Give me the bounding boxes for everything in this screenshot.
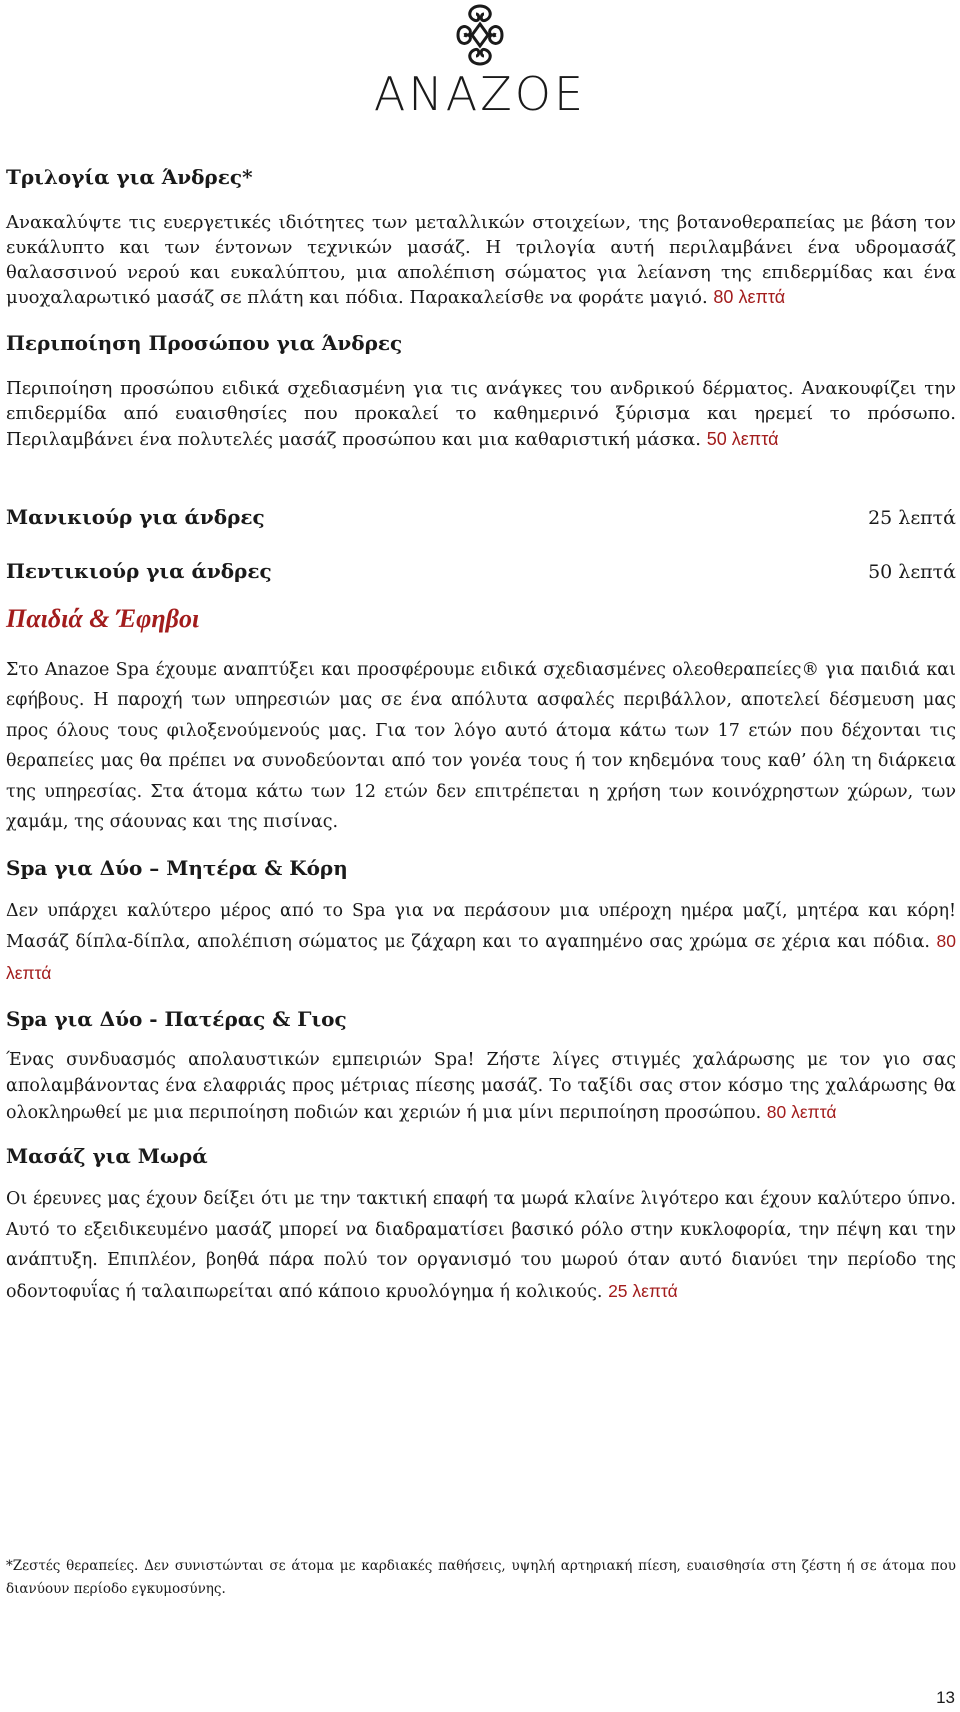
service-row bbox=[6, 557, 956, 585]
page-content bbox=[6, 163, 956, 1307]
service-title: Πεντικιούρ για άνδρες bbox=[6, 558, 272, 583]
brand-logo bbox=[0, 0, 960, 120]
treatment-duration: 80 λεπτά bbox=[713, 287, 786, 308]
treatment-title: Μασάζ για Μωρά bbox=[6, 1144, 208, 1169]
treatment-duration: 25 λεπτά bbox=[608, 1280, 678, 1301]
treatment-description: Ένας συνδυασμός απολαυστικών εμπειριών Spa! Ζήστε λίγες στιγμές χαλάρωσης με τον γιο σας απολαμβάνοντας ένα ελαφριάς προς μέτριας πίεσης μασάζ. Το ταξίδι σας στον κόσμο της χαλάρωσης θα ολοκληρωθεί με μια περιποίηση ποδιών και χεριών ή μια μίνι περιποίηση προσώπου. 80 λεπτά bbox=[6, 1050, 956, 1124]
page-number: 13 bbox=[936, 1688, 955, 1707]
treatment-description: Ανακαλύψτε τις ευεργετικές ιδιότητες των μεταλλικών στοιχείων, της βοτανοθεραπείας με βάση τον ευκάλυπτο και των έντονων τεχνικών μασάζ. Η τριλογία αυτή περιλαμβάνει ένα υδρομασάζ θαλασσινού νερού και ευκαλύπτου, μια απολέπιση σώματος για λείανση της επιδερμίδας και ένα μυοχαλαρωτικό μασάζ σε πλάτη και πόδια. Παρακαλείσθε να φοράτε μαγιό. 80 λεπτά bbox=[6, 212, 956, 309]
treatment-description: Περιποίηση προσώπου ειδικά σχεδιασμένη για τις ανάγκες του ανδρικού δέρματος. Ανακουφίζει την επιδερμίδα από ευαισθησίες που προκαλεί το καθημερινό ξύρισμα και ηρεμεί το πρόσωπο. Περιλαμβάνει ένα πολυτελές μασάζ προσώπου και μια καθαριστική μάσκα. 50 λεπτά bbox=[6, 378, 956, 450]
service-duration: 50 λεπτά bbox=[868, 560, 956, 583]
treatment-duration: 80 λεπτά bbox=[6, 931, 956, 983]
treatment-description: Οι έρευνες μας έχουν δείξει ότι με την τακτική επαφή τα μωρά κλαίνε λιγότερο και έχουν καλύτερο ύπνο. Αυτό το εξειδικευμένο μασάζ μπορεί να διαδραματίσει βασικό ρόλο στην κυκλοφορία, την πέψη και την ανάπτυξη. Επιπλέον, βοηθά πάρα πολύ τον οργανισμό του μωρού όταν αυτό διανύει την περίοδο της οδοντοφυΐας ή ταλαιπωρείται από κάποιο κρυολόγημα ή κολικούς. 25 λεπτά bbox=[6, 1189, 956, 1302]
treatment-title: Spa για Δύο – Μητέρα & Κόρη bbox=[6, 855, 348, 880]
service-title: Μανικιούρ για άνδρες bbox=[6, 504, 265, 529]
brand-name: ANAZOE bbox=[373, 67, 587, 121]
section-intro: Στο Anazoe Spa έχουμε αναπτύξει και προσφέρουμε ειδικά σχεδιασμένες ολεοθεραπείες® για παιδιά και εφήβους. Η παροχή των υπηρεσιών μας σε ένα απόλυτα ασφαλές περιβάλλον, αποτελεί δέσμευση μας προς όλους τους φιλοξενούμενούς μας. Για τον λόγο αυτό άτομα κάτω των 17 ετών που δέχονται τις θεραπείες μας θα πρέπει να συνοδεύονται από τον γονέα τους ή τον κηδεμόνα τους καθ’ όλη τη διάρκεια της υπηρεσίας. Στα άτομα κάτω των 12 ετών δεν επιτρέπεται η χρήση των κοινόχρηστων χώρων, των χαμάμ, της σάουνας και της πισίνας. bbox=[6, 659, 956, 833]
section-heading: Παιδιά & Έφηβοι bbox=[6, 603, 200, 633]
treatment-duration: 80 λεπτά bbox=[766, 1102, 837, 1123]
ornament-icon bbox=[450, 2, 510, 68]
treatment-title: Περιποίηση Προσώπου για Άνδρες bbox=[6, 331, 403, 356]
service-duration: 25 λεπτά bbox=[868, 506, 956, 529]
treatment-duration: 50 λεπτά bbox=[706, 428, 779, 449]
treatment-title: Spa για Δύο - Πατέρας & Γιος bbox=[6, 1007, 347, 1032]
footnote: *Ζεστές θεραπείες. Δεν συνιστώνται σε άτομα με καρδιακές παθήσεις, υψηλή αρτηριακή πίεση, ευαισθησία στη ζέστη ή σε άτομα που διανύουν περίοδο εγκυμοσύνης. bbox=[6, 1558, 956, 1597]
treatment-description: Δεν υπάρχει καλύτερο μέρος από το Spa για να περάσουν μια υπέροχη ημέρα μαζί, μητέρα και κόρη! Μασάζ δίπλα-δίπλα, απολέπιση σώματος με ζάχαρη και το αγαπημένο σας χρώμα σε χέρια και πόδια. 80 λεπτά bbox=[6, 900, 956, 983]
treatment-title: Τριλογία για Άνδρες* bbox=[6, 165, 253, 189]
service-row bbox=[6, 503, 956, 531]
kids-section bbox=[6, 603, 956, 1308]
